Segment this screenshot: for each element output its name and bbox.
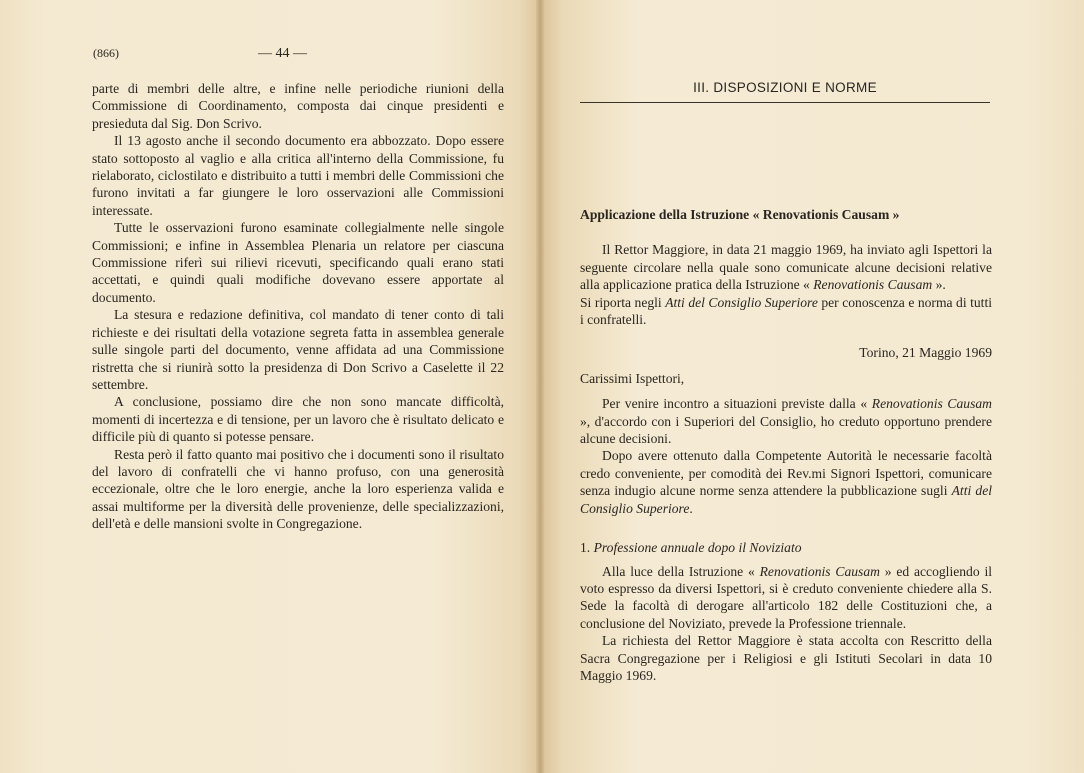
letter-date: Torino, 21 Maggio 1969	[859, 345, 992, 361]
book-gutter	[536, 0, 544, 773]
paragraph: La stesura e redazione definitiva, col mandato di tener conto di tali richieste e dei risultati della votazione segreta fatta in assemblea generale sulle singole parti del documento, venne affidata ad una Commissione ristretta che si riunirà sotto la presidenza di Don Scrivo a Caselette il 22 settembre.	[92, 307, 504, 392]
page-number: — 44 —	[258, 46, 307, 61]
page-code: (866)	[93, 46, 119, 60]
paragraph: Tutte le osservazioni furono esaminate collegialmente nelle singole Commissioni; e infine in Assemblea Plenaria un relatore per ciascuna Commissione riferì sui rilievi ricevuti, specificando quali erano stati accettati, e quindi quali modifiche dovevano essere apportate al documento.	[92, 220, 504, 305]
letter-paragraph: Per venire incontro a situazioni previste dalla « Renovationis Causam », d'accordo con i Superiori del Consiglio, ho creduto opportuno prendere alcune decisioni.	[580, 396, 992, 447]
salutation: Carissimi Ispettori,	[580, 370, 685, 386]
section-heading: III. DISPOSIZIONI E NORME	[693, 80, 877, 95]
intro-paragraph-2: Si riporta negli Atti del Consiglio Superiore per conoscenza e norma di tutti i confratelli.	[580, 294, 992, 328]
left-body-text	[92, 80, 504, 533]
right-body-text	[580, 206, 992, 684]
letter-paragraph: Dopo avere ottenuto dalla Competente Autorità le necessarie facoltà credo conveniente, per comodità dei Rev.mi Signori Ispettori, comunicare senza indugio alcune norme senza attendere la pubblicazione sugli Atti del Consiglio Superiore.	[580, 448, 992, 516]
paragraph: A conclusione, possiamo dire che non sono mancate difficoltà, momenti di incertezza e di tensione, per un lavoro che è risultato delicato e difficile più di quanto si potesse pensare.	[92, 394, 504, 445]
paragraph: Il 13 agosto anche il secondo documento era abbozzato. Dopo essere stato sottoposto al vaglio e alla critica all'interno della Commissione, fu rielaborato, ciclostilato e distribuito a tutti i membri delle Commissioni che furono invitati a far giungere le loro osservazioni alle Commissioni interessate.	[92, 133, 504, 218]
article-title: Applicazione della Istruzione « Renovationis Causam »	[580, 207, 900, 222]
heading-rule	[580, 102, 990, 103]
subsection-heading: 1. Professione annuale dopo il Noviziato	[580, 540, 802, 556]
paragraph: Resta però il fatto quanto mai positivo che i documenti sono il risultato del lavoro di confratelli che vi hanno profuso, con una generosità eccezionale, oltre che le loro energie, anche la loro esperienza valida e assai multiforme per la diversità delle provenienze, delle specializzazioni, dell'età e delle mansioni svolte in Congregazione.	[92, 446, 504, 532]
paragraph: parte di membri delle altre, e infine nelle periodiche riunioni della Commissione di Coordinamento, composta dai cinque presidenti e presieduta dal Sig. Don Scrivo.	[92, 81, 504, 131]
subsection-paragraph: Alla luce della Istruzione « Renovationis Causam » ed accogliendo il voto espresso da diversi Ispettori, si è creduto conveniente chiedere alla S. Sede la facoltà di derogare all'articolo 182 delle Costituzioni che, a conclusione del Noviziato, prevede la Professione triennale.	[580, 563, 992, 631]
intro-paragraph: Il Rettor Maggiore, in data 21 maggio 1969, ha inviato agli Ispettori la seguente circolare nella quale sono comunicate alcune decisioni relative alla applicazione pratica della Istruzione « Renovationis Causam ».	[580, 242, 992, 293]
subsection-paragraph: La richiesta del Rettor Maggiore è stata accolta con Rescritto della Sacra Congregazione per i Religiosi e gli Istituti Secolari in data 10 Maggio 1969.	[580, 633, 992, 683]
